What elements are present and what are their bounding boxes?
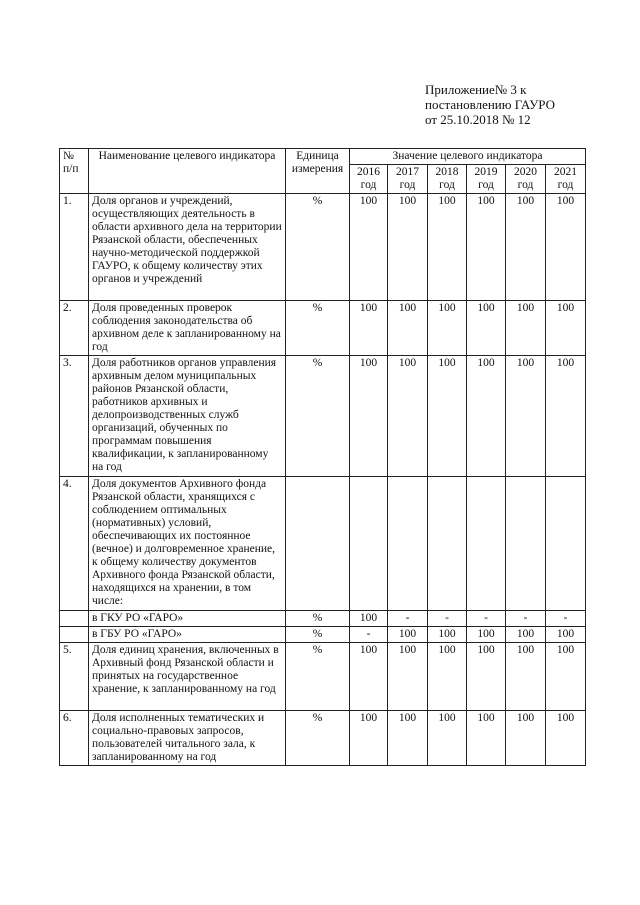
value-cell: 100 — [428, 711, 467, 766]
indicator-name: Доля единиц хранения, включенных в Архивный фонд Рязанской области и принятых на государственное хранение, к запланированному на год — [89, 643, 286, 711]
unit-cell — [286, 477, 350, 611]
value-cell: 100 — [467, 711, 506, 766]
value-cell: 100 — [428, 301, 467, 356]
value-cell: 100 — [506, 301, 546, 356]
header-line-3: от 25.10.2018 № 12 — [425, 112, 531, 127]
unit-cell: % — [286, 711, 350, 766]
value-cell: 100 — [467, 301, 506, 356]
table-row — [60, 711, 586, 766]
value-cell: 100 — [388, 301, 428, 356]
row-number: 2. — [60, 301, 89, 356]
row-number: 3. — [60, 356, 89, 477]
value-cell: 100 — [428, 194, 467, 301]
table-row — [60, 356, 586, 477]
value-cell: 100 — [428, 356, 467, 477]
value-cell: 100 — [350, 356, 388, 477]
value-cell: 100 — [546, 711, 586, 766]
unit-cell: % — [286, 627, 350, 643]
value-cell: 100 — [467, 627, 506, 643]
table-row — [60, 194, 586, 301]
value-cell: 100 — [428, 643, 467, 711]
table-row — [60, 627, 586, 643]
header-unit: Единица измерения — [286, 149, 350, 194]
value-cell: - — [428, 611, 467, 627]
indicator-name: Доля органов и учреждений, осуществляющих деятельность в области архивного дела на территории Рязанской области, обеспеченных научно-методической поддержкой ГАУРО, к общему количеству этих органов и учреждений — [89, 194, 286, 301]
value-cell: 100 — [350, 611, 388, 627]
value-cell — [350, 477, 388, 611]
unit-cell: % — [286, 194, 350, 301]
value-cell: 100 — [388, 643, 428, 711]
value-cell: 100 — [350, 711, 388, 766]
header-year: 2017 год — [388, 165, 428, 194]
value-cell: 100 — [546, 627, 586, 643]
indicator-name: Доля проведенных проверок соблюдения законодательства об архивном деле к запланированному на год — [89, 301, 286, 356]
indicator-name: Доля исполненных тематических и социально-правовых запросов, пользователей читального зала, к запланированному на год — [89, 711, 286, 766]
row-number: 4. — [60, 477, 89, 611]
value-cell: 100 — [388, 194, 428, 301]
indicators-table — [59, 148, 586, 766]
header-line-1: Приложение№ 3 к — [425, 82, 527, 97]
value-cell: 100 — [350, 194, 388, 301]
value-cell — [388, 477, 428, 611]
header-year: 2016 год — [350, 165, 388, 194]
unit-cell: % — [286, 643, 350, 711]
value-cell: 100 — [388, 711, 428, 766]
value-cell: 100 — [350, 301, 388, 356]
value-cell: - — [467, 611, 506, 627]
value-cell: 100 — [428, 627, 467, 643]
unit-cell: % — [286, 356, 350, 477]
header-name: Наименование целевого индикатора — [89, 149, 286, 194]
table-row — [60, 301, 586, 356]
value-cell: 100 — [546, 643, 586, 711]
indicator-name: в ГБУ РО «ГАРО» — [89, 627, 286, 643]
header-year: 2019 год — [467, 165, 506, 194]
value-cell — [506, 477, 546, 611]
value-cell: - — [350, 627, 388, 643]
value-cell: - — [546, 611, 586, 627]
indicator-name: в ГКУ РО «ГАРО» — [89, 611, 286, 627]
value-cell: 100 — [506, 643, 546, 711]
header-year: 2020 год — [506, 165, 546, 194]
value-cell: 100 — [506, 194, 546, 301]
table-row — [60, 611, 586, 627]
value-cell: 100 — [388, 356, 428, 477]
value-cell: 100 — [350, 643, 388, 711]
value-cell: 100 — [467, 194, 506, 301]
unit-cell: % — [286, 611, 350, 627]
indicator-name: Доля работников органов управления архивным делом муниципальных районов Рязанской области, работников архивных и делопроизводственных служб организаций, обученных по программам повышения квалификации, к запланированному на год — [89, 356, 286, 477]
header-values: Значение целевого индикатора — [350, 149, 586, 165]
value-cell: 100 — [546, 194, 586, 301]
value-cell: 100 — [467, 356, 506, 477]
row-number — [60, 627, 89, 643]
header-year: 2018 год — [428, 165, 467, 194]
value-cell: 100 — [546, 301, 586, 356]
value-cell: 100 — [506, 356, 546, 477]
header-year: 2021 год — [546, 165, 586, 194]
value-cell — [467, 477, 506, 611]
document-header — [425, 82, 555, 127]
value-cell — [546, 477, 586, 611]
row-number: 5. — [60, 643, 89, 711]
unit-cell: % — [286, 301, 350, 356]
row-number: 1. — [60, 194, 89, 301]
value-cell: 100 — [506, 627, 546, 643]
row-number: 6. — [60, 711, 89, 766]
table-row — [60, 477, 586, 611]
value-cell: 100 — [467, 643, 506, 711]
row-number — [60, 611, 89, 627]
table-row — [60, 643, 586, 711]
value-cell: 100 — [506, 711, 546, 766]
header-line-2: постановлению ГАУРО — [425, 97, 556, 112]
header-num: № п/п — [60, 149, 89, 194]
indicator-name: Доля документов Архивного фонда Рязанской области, хранящихся с соблюдением оптимальных (нормативных) условий, обеспечивающих их постоянное (вечное) и долговременное хранение, к общему количеству документов Архивного фонда Рязанской области, находящихся на хранении, в том числе: — [89, 477, 286, 611]
value-cell: 100 — [388, 627, 428, 643]
value-cell: - — [506, 611, 546, 627]
value-cell — [428, 477, 467, 611]
value-cell: - — [388, 611, 428, 627]
value-cell: 100 — [546, 356, 586, 477]
